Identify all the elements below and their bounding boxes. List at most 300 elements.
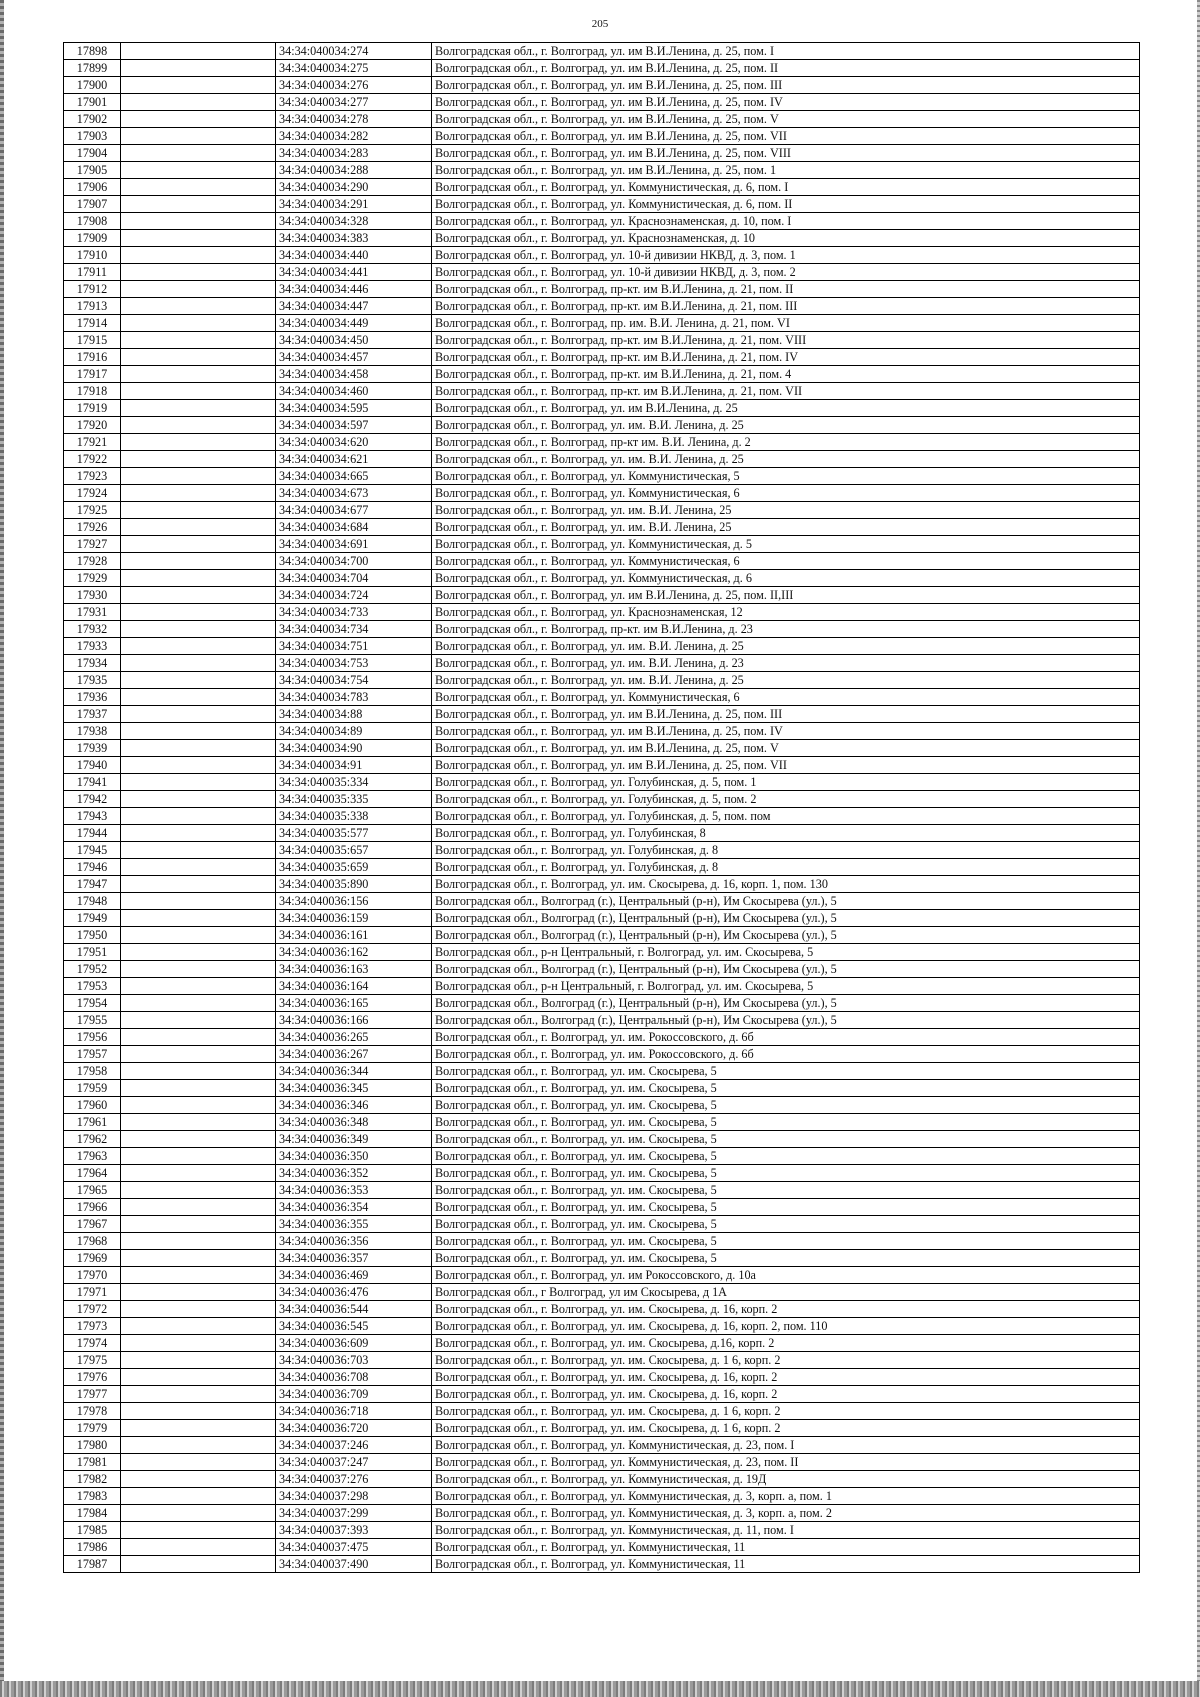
address-cell: Волгоградская обл., г. Волгоград, ул. Коммунистическая, д. 19Д	[432, 1471, 1140, 1488]
empty-cell	[121, 1216, 276, 1233]
row-number-cell: 17968	[64, 1233, 121, 1250]
row-number-cell: 17932	[64, 621, 121, 638]
empty-cell	[121, 162, 276, 179]
row-number-cell: 17966	[64, 1199, 121, 1216]
row-number-cell: 17929	[64, 570, 121, 587]
address-cell: Волгоградская обл., г. Волгоград, ул. им. В.И. Ленина, д. 23	[432, 655, 1140, 672]
table-row	[64, 740, 1140, 757]
cadastral-number-cell: 34:34:040036:349	[276, 1131, 432, 1148]
table-row	[64, 162, 1140, 179]
cadastral-number-cell: 34:34:040034:597	[276, 417, 432, 434]
row-number-cell: 17943	[64, 808, 121, 825]
cadastral-number-cell: 34:34:040034:595	[276, 400, 432, 417]
address-cell: Волгоградская обл., г. Волгоград, ул. Коммунистическая, д. 11, пом. I	[432, 1522, 1140, 1539]
row-number-cell: 17899	[64, 60, 121, 77]
address-cell: Волгоградская обл., г. Волгоград, ул. им. Скосырева, 5	[432, 1216, 1140, 1233]
address-cell: Волгоградская обл., г. Волгоград, ул. им В.И.Ленина, д. 25, пом. V	[432, 111, 1140, 128]
address-cell: Волгоградская обл., г. Волгоград, ул. Краснознаменская, 12	[432, 604, 1140, 621]
empty-cell	[121, 111, 276, 128]
cadastral-number-cell: 34:34:040036:353	[276, 1182, 432, 1199]
table-row	[64, 1471, 1140, 1488]
empty-cell	[121, 689, 276, 706]
row-number-cell: 17920	[64, 417, 121, 434]
row-number-cell: 17919	[64, 400, 121, 417]
row-number-cell: 17963	[64, 1148, 121, 1165]
address-cell: Волгоградская обл., р-н Центральный, г. Волгоград, ул. им. Скосырева, 5	[432, 944, 1140, 961]
empty-cell	[121, 196, 276, 213]
cadastral-number-cell: 34:34:040036:165	[276, 995, 432, 1012]
address-cell: Волгоградская обл., г. Волгоград, ул. им. Скосырева, 5	[432, 1199, 1140, 1216]
empty-cell	[121, 1148, 276, 1165]
table-row	[64, 1097, 1140, 1114]
row-number-cell: 17903	[64, 128, 121, 145]
address-cell: Волгоградская обл., р-н Центральный, г. Волгоград, ул. им. Скосырева, 5	[432, 978, 1140, 995]
address-cell: Волгоградская обл., г. Волгоград, ул. им В.И.Ленина, д. 25, пом. VII	[432, 757, 1140, 774]
table-row	[64, 1063, 1140, 1080]
table-row	[64, 893, 1140, 910]
row-number-cell: 17972	[64, 1301, 121, 1318]
table-row	[64, 910, 1140, 927]
row-number-cell: 17914	[64, 315, 121, 332]
empty-cell	[121, 1114, 276, 1131]
address-cell: Волгоградская обл., г. Волгоград, ул. им. Скосырева, д. 16, корп. 2	[432, 1301, 1140, 1318]
empty-cell	[121, 1029, 276, 1046]
cadastral-number-cell: 34:34:040034:274	[276, 43, 432, 60]
row-number-cell: 17900	[64, 77, 121, 94]
table-row	[64, 774, 1140, 791]
cadastral-number-cell: 34:34:040036:267	[276, 1046, 432, 1063]
address-cell: Волгоградская обл., г. Волгоград, ул. им В.И.Ленина, д. 25, пом. VII	[432, 128, 1140, 145]
table-row	[64, 451, 1140, 468]
cadastral-number-cell: 34:34:040036:161	[276, 927, 432, 944]
table-row	[64, 1556, 1140, 1573]
empty-cell	[121, 128, 276, 145]
row-number-cell: 17913	[64, 298, 121, 315]
address-cell: Волгоградская обл., г. Волгоград, ул. им Рокоссовского, д. 10а	[432, 1267, 1140, 1284]
table-row	[64, 349, 1140, 366]
empty-cell	[121, 638, 276, 655]
empty-cell	[121, 1046, 276, 1063]
empty-cell	[121, 1437, 276, 1454]
cadastral-number-cell: 34:34:040034:283	[276, 145, 432, 162]
table-row	[64, 383, 1140, 400]
cadastral-number-cell: 34:34:040036:164	[276, 978, 432, 995]
row-number-cell: 17962	[64, 1131, 121, 1148]
table-row	[64, 1386, 1140, 1403]
table-row	[64, 502, 1140, 519]
registry-body	[64, 43, 1140, 1573]
cadastral-number-cell: 34:34:040034:441	[276, 264, 432, 281]
empty-cell	[121, 349, 276, 366]
address-cell: Волгоградская обл., г. Волгоград, ул. им. Скосырева, д. 16, корп. 2, пом. 110	[432, 1318, 1140, 1335]
empty-cell	[121, 1182, 276, 1199]
cadastral-number-cell: 34:34:040036:708	[276, 1369, 432, 1386]
cadastral-number-cell: 34:34:040034:691	[276, 536, 432, 553]
address-cell: Волгоградская обл., г. Волгоград, ул. 10-й дивизии НКВД, д. 3, пом. 2	[432, 264, 1140, 281]
row-number-cell: 17915	[64, 332, 121, 349]
address-cell: Волгоградская обл., г. Волгоград, ул. им. Скосырева, д.16, корп. 2	[432, 1335, 1140, 1352]
table-row	[64, 1165, 1140, 1182]
row-number-cell: 17917	[64, 366, 121, 383]
address-cell: Волгоградская обл., г. Волгоград, ул. им. В.И. Ленина, д. 25	[432, 451, 1140, 468]
table-row	[64, 1420, 1140, 1437]
address-cell: Волгоградская обл., г. Волгоград, ул. им. Скосырева, 5	[432, 1114, 1140, 1131]
empty-cell	[121, 145, 276, 162]
cadastral-number-cell: 34:34:040036:162	[276, 944, 432, 961]
address-cell: Волгоградская обл., Волгоград (г.), Центральный (р-н), Им Скосырева (ул.), 5	[432, 961, 1140, 978]
cadastral-number-cell: 34:34:040035:890	[276, 876, 432, 893]
table-row	[64, 332, 1140, 349]
address-cell: Волгоградская обл., г. Волгоград, ул. им. Скосырева, 5	[432, 1131, 1140, 1148]
table-row	[64, 468, 1140, 485]
cadastral-number-cell: 34:34:040034:446	[276, 281, 432, 298]
table-row	[64, 434, 1140, 451]
cadastral-number-cell: 34:34:040034:704	[276, 570, 432, 587]
table-row	[64, 111, 1140, 128]
table-row	[64, 1505, 1140, 1522]
empty-cell	[121, 502, 276, 519]
empty-cell	[121, 1284, 276, 1301]
table-row	[64, 1369, 1140, 1386]
table-row	[64, 536, 1140, 553]
table-row	[64, 570, 1140, 587]
row-number-cell: 17947	[64, 876, 121, 893]
address-cell: Волгоградская обл., г. Волгоград, ул. Коммунистическая, д. 23, пом. II	[432, 1454, 1140, 1471]
cadastral-number-cell: 34:34:040034:673	[276, 485, 432, 502]
empty-cell	[121, 1471, 276, 1488]
empty-cell	[121, 1131, 276, 1148]
address-cell: Волгоградская обл., г. Волгоград, ул. Коммунистическая, 11	[432, 1539, 1140, 1556]
row-number-cell: 17918	[64, 383, 121, 400]
row-number-cell: 17984	[64, 1505, 121, 1522]
address-cell: Волгоградская обл., г. Волгоград, пр. им. В.И. Ленина, д. 21, пом. VI	[432, 315, 1140, 332]
cadastral-number-cell: 34:34:040035:335	[276, 791, 432, 808]
row-number-cell: 17979	[64, 1420, 121, 1437]
row-number-cell: 17908	[64, 213, 121, 230]
empty-cell	[121, 1403, 276, 1420]
empty-cell	[121, 604, 276, 621]
cadastral-number-cell: 34:34:040034:282	[276, 128, 432, 145]
table-row	[64, 1335, 1140, 1352]
address-cell: Волгоградская обл., г. Волгоград, ул. Коммунистическая, д. 23, пом. I	[432, 1437, 1140, 1454]
table-row	[64, 196, 1140, 213]
address-cell: Волгоградская обл., г. Волгоград, ул. Коммунистическая, 6	[432, 485, 1140, 502]
empty-cell	[121, 332, 276, 349]
cadastral-number-cell: 34:34:040034:734	[276, 621, 432, 638]
cadastral-number-cell: 34:34:040034:754	[276, 672, 432, 689]
address-cell: Волгоградская обл., г. Волгоград, ул. Коммунистическая, 11	[432, 1556, 1140, 1573]
address-cell: Волгоградская обл., г. Волгоград, ул. им. Скосырева, 5	[432, 1233, 1140, 1250]
cadastral-number-cell: 34:34:040034:665	[276, 468, 432, 485]
address-cell: Волгоградская обл., г. Волгоград, пр-кт. им В.И.Ленина, д. 21, пом. IV	[432, 349, 1140, 366]
empty-cell	[121, 1250, 276, 1267]
address-cell: Волгоградская обл., г. Волгоград, ул. им В.И.Ленина, д. 25, пом. III	[432, 706, 1140, 723]
empty-cell	[121, 1165, 276, 1182]
empty-cell	[121, 842, 276, 859]
cadastral-number-cell: 34:34:040036:352	[276, 1165, 432, 1182]
empty-cell	[121, 1335, 276, 1352]
row-number-cell: 17980	[64, 1437, 121, 1454]
table-row	[64, 281, 1140, 298]
cadastral-number-cell: 34:34:040036:163	[276, 961, 432, 978]
address-cell: Волгоградская обл., г. Волгоград, ул. им. Скосырева, 5	[432, 1148, 1140, 1165]
table-row	[64, 1029, 1140, 1046]
empty-cell	[121, 723, 276, 740]
row-number-cell: 17946	[64, 859, 121, 876]
table-row	[64, 213, 1140, 230]
cadastral-number-cell: 34:34:040037:299	[276, 1505, 432, 1522]
table-row	[64, 927, 1140, 944]
empty-cell	[121, 1539, 276, 1556]
row-number-cell: 17938	[64, 723, 121, 740]
cadastral-number-cell: 34:34:040034:620	[276, 434, 432, 451]
empty-cell	[121, 1420, 276, 1437]
empty-cell	[121, 1386, 276, 1403]
row-number-cell: 17935	[64, 672, 121, 689]
row-number-cell: 17937	[64, 706, 121, 723]
cadastral-number-cell: 34:34:040034:89	[276, 723, 432, 740]
cadastral-number-cell: 34:34:040034:724	[276, 587, 432, 604]
row-number-cell: 17969	[64, 1250, 121, 1267]
cadastral-number-cell: 34:34:040034:447	[276, 298, 432, 315]
row-number-cell: 17942	[64, 791, 121, 808]
cadastral-number-cell: 34:34:040037:490	[276, 1556, 432, 1573]
row-number-cell: 17964	[64, 1165, 121, 1182]
table-row	[64, 1012, 1140, 1029]
address-cell: Волгоградская обл., г. Волгоград, ул. им В.И.Ленина, д. 25, пом. VIII	[432, 145, 1140, 162]
row-number-cell: 17909	[64, 230, 121, 247]
address-cell: Волгоградская обл., г. Волгоград, ул. им. Скосырева, д. 1 6, корп. 2	[432, 1403, 1140, 1420]
cadastral-number-cell: 34:34:040034:278	[276, 111, 432, 128]
empty-cell	[121, 1454, 276, 1471]
empty-cell	[121, 1097, 276, 1114]
cadastral-number-cell: 34:34:040036:344	[276, 1063, 432, 1080]
row-number-cell: 17905	[64, 162, 121, 179]
address-cell: Волгоградская обл., г. Волгоград, ул. 10-й дивизии НКВД, д. 3, пом. 1	[432, 247, 1140, 264]
table-row	[64, 1046, 1140, 1063]
cadastral-number-cell: 34:34:040036:156	[276, 893, 432, 910]
row-number-cell: 17926	[64, 519, 121, 536]
address-cell: Волгоградская обл., г. Волгоград, пр-кт. им В.И.Ленина, д. 21, пом. II	[432, 281, 1140, 298]
empty-cell	[121, 383, 276, 400]
row-number-cell: 17902	[64, 111, 121, 128]
row-number-cell: 17961	[64, 1114, 121, 1131]
address-cell: Волгоградская обл., г. Волгоград, ул. им В.И.Ленина, д. 25	[432, 400, 1140, 417]
cadastral-number-cell: 34:34:040036:718	[276, 1403, 432, 1420]
cadastral-number-cell: 34:34:040036:355	[276, 1216, 432, 1233]
address-cell: Волгоградская обл., г. Волгоград, ул. им. Скосырева, 5	[432, 1063, 1140, 1080]
table-row	[64, 1301, 1140, 1318]
row-number-cell: 17945	[64, 842, 121, 859]
row-number-cell: 17986	[64, 1539, 121, 1556]
empty-cell	[121, 995, 276, 1012]
row-number-cell: 17970	[64, 1267, 121, 1284]
cadastral-number-cell: 34:34:040036:346	[276, 1097, 432, 1114]
table-row	[64, 638, 1140, 655]
cadastral-number-cell: 34:34:040034:684	[276, 519, 432, 536]
address-cell: Волгоградская обл., г. Волгоград, ул. Голубинская, д. 8	[432, 842, 1140, 859]
cadastral-number-cell: 34:34:040034:440	[276, 247, 432, 264]
empty-cell	[121, 1063, 276, 1080]
table-row	[64, 587, 1140, 604]
empty-cell	[121, 791, 276, 808]
row-number-cell: 17952	[64, 961, 121, 978]
row-number-cell: 17922	[64, 451, 121, 468]
table-row	[64, 961, 1140, 978]
empty-cell	[121, 859, 276, 876]
empty-cell	[121, 944, 276, 961]
scan-edge-left	[0, 0, 4, 1697]
row-number-cell: 17911	[64, 264, 121, 281]
empty-cell	[121, 757, 276, 774]
row-number-cell: 17973	[64, 1318, 121, 1335]
address-cell: Волгоградская обл., г. Волгоград, ул. им В.И.Ленина, д. 25, пом. II,III	[432, 587, 1140, 604]
table-row	[64, 1539, 1140, 1556]
row-number-cell: 17967	[64, 1216, 121, 1233]
row-number-cell: 17975	[64, 1352, 121, 1369]
empty-cell	[121, 927, 276, 944]
cadastral-number-cell: 34:34:040036:345	[276, 1080, 432, 1097]
cadastral-number-cell: 34:34:040036:703	[276, 1352, 432, 1369]
empty-cell	[121, 400, 276, 417]
cadastral-number-cell: 34:34:040036:469	[276, 1267, 432, 1284]
table-row	[64, 1403, 1140, 1420]
row-number-cell: 17916	[64, 349, 121, 366]
table-row	[64, 298, 1140, 315]
row-number-cell: 17933	[64, 638, 121, 655]
address-cell: Волгоградская обл., г. Волгоград, ул. им. Скосырева, 5	[432, 1165, 1140, 1182]
address-cell: Волгоградская обл., г. Волгоград, ул. Краснознаменская, д. 10, пом. I	[432, 213, 1140, 230]
row-number-cell: 17906	[64, 179, 121, 196]
address-cell: Волгоградская обл., г. Волгоград, ул. Голубинская, д. 5, пом. пом	[432, 808, 1140, 825]
row-number-cell: 17925	[64, 502, 121, 519]
table-row	[64, 485, 1140, 502]
address-cell: Волгоградская обл., г. Волгоград, ул. Коммунистическая, д. 6, пом. II	[432, 196, 1140, 213]
address-cell: Волгоградская обл., г. Волгоград, ул. им. Скосырева, 5	[432, 1182, 1140, 1199]
cadastral-number-cell: 34:34:040034:457	[276, 349, 432, 366]
cadastral-number-cell: 34:34:040034:288	[276, 162, 432, 179]
table-row	[64, 1216, 1140, 1233]
empty-cell	[121, 808, 276, 825]
table-row	[64, 1250, 1140, 1267]
empty-cell	[121, 961, 276, 978]
address-cell: Волгоградская обл., г Волгоград, ул им Скосырева, д 1А	[432, 1284, 1140, 1301]
row-number-cell: 17931	[64, 604, 121, 621]
cadastral-number-cell: 34:34:040034:277	[276, 94, 432, 111]
address-cell: Волгоградская обл., г. Волгоград, ул. Голубинская, д. 5, пом. 1	[432, 774, 1140, 791]
empty-cell	[121, 281, 276, 298]
table-row	[64, 1199, 1140, 1216]
table-row	[64, 1454, 1140, 1471]
table-row	[64, 94, 1140, 111]
empty-cell	[121, 1522, 276, 1539]
empty-cell	[121, 264, 276, 281]
row-number-cell: 17954	[64, 995, 121, 1012]
table-row	[64, 553, 1140, 570]
row-number-cell: 17958	[64, 1063, 121, 1080]
empty-cell	[121, 655, 276, 672]
empty-cell	[121, 1488, 276, 1505]
address-cell: Волгоградская обл., г. Волгоград, ул. им. В.И. Ленина, д. 25	[432, 672, 1140, 689]
empty-cell	[121, 451, 276, 468]
row-number-cell: 17987	[64, 1556, 121, 1573]
row-number-cell: 17923	[64, 468, 121, 485]
cadastral-number-cell: 34:34:040034:290	[276, 179, 432, 196]
table-row	[64, 706, 1140, 723]
address-cell: Волгоградская обл., г. Волгоград, ул. им. Скосырева, д. 1 6, корп. 2	[432, 1420, 1140, 1437]
cadastral-number-cell: 34:34:040036:166	[276, 1012, 432, 1029]
empty-cell	[121, 1352, 276, 1369]
address-cell: Волгоградская обл., г. Волгоград, ул. им. Скосырева, д. 16, корп. 2	[432, 1369, 1140, 1386]
empty-cell	[121, 587, 276, 604]
address-cell: Волгоградская обл., г. Волгоград, пр-кт. им В.И.Ленина, д. 21, пом. VIII	[432, 332, 1140, 349]
address-cell: Волгоградская обл., г. Волгоград, пр-кт им. В.И. Ленина, д. 2	[432, 434, 1140, 451]
cadastral-number-cell: 34:34:040036:545	[276, 1318, 432, 1335]
address-cell: Волгоградская обл., г. Волгоград, ул. Голубинская, 8	[432, 825, 1140, 842]
address-cell: Волгоградская обл., Волгоград (г.), Центральный (р-н), Им Скосырева (ул.), 5	[432, 995, 1140, 1012]
empty-cell	[121, 1301, 276, 1318]
address-cell: Волгоградская обл., г. Волгоград, ул. Коммунистическая, 5	[432, 468, 1140, 485]
table-row	[64, 859, 1140, 876]
empty-cell	[121, 366, 276, 383]
address-cell: Волгоградская обл., г. Волгоград, ул. им. Скосырева, д. 1 6, корп. 2	[432, 1352, 1140, 1369]
address-cell: Волгоградская обл., г. Волгоград, ул. Коммунистическая, 6	[432, 689, 1140, 706]
table-row	[64, 1352, 1140, 1369]
address-cell: Волгоградская обл., г. Волгоград, ул. Коммунистическая, д. 6	[432, 570, 1140, 587]
table-row	[64, 1148, 1140, 1165]
address-cell: Волгоградская обл., г. Волгоград, ул. Коммунистическая, д. 3, корп. а, пом. 1	[432, 1488, 1140, 1505]
table-row	[64, 689, 1140, 706]
cadastral-number-cell: 34:34:040034:291	[276, 196, 432, 213]
address-cell: Волгоградская обл., г. Волгоград, ул. им. Скосырева, 5	[432, 1080, 1140, 1097]
table-row	[64, 1114, 1140, 1131]
address-cell: Волгоградская обл., г. Волгоград, ул. им. Рокоссовского, д. 6б	[432, 1046, 1140, 1063]
empty-cell	[121, 77, 276, 94]
row-number-cell: 17957	[64, 1046, 121, 1063]
address-cell: Волгоградская обл., г. Волгоград, ул. Коммунистическая, 6	[432, 553, 1140, 570]
table-row	[64, 1522, 1140, 1539]
row-number-cell: 17924	[64, 485, 121, 502]
cadastral-number-cell: 34:34:040035:338	[276, 808, 432, 825]
row-number-cell: 17978	[64, 1403, 121, 1420]
row-number-cell: 17974	[64, 1335, 121, 1352]
row-number-cell: 17981	[64, 1454, 121, 1471]
table-row	[64, 978, 1140, 995]
empty-cell	[121, 60, 276, 77]
row-number-cell: 17971	[64, 1284, 121, 1301]
cadastral-number-cell: 34:34:040036:350	[276, 1148, 432, 1165]
address-cell: Волгоградская обл., Волгоград (г.), Центральный (р-н), Им Скосырева (ул.), 5	[432, 1012, 1140, 1029]
address-cell: Волгоградская обл., г. Волгоград, пр-кт. им В.И.Ленина, д. 23	[432, 621, 1140, 638]
table-row	[64, 145, 1140, 162]
table-row	[64, 315, 1140, 332]
address-cell: Волгоградская обл., г. Волгоград, ул. им. В.И. Ленина, 25	[432, 519, 1140, 536]
address-cell: Волгоградская обл., Волгоград (г.), Центральный (р-н), Им Скосырева (ул.), 5	[432, 927, 1140, 944]
address-cell: Волгоградская обл., г. Волгоград, пр-кт. им В.И.Ленина, д. 21, пом. 4	[432, 366, 1140, 383]
cadastral-number-cell: 34:34:040034:328	[276, 213, 432, 230]
row-number-cell: 17904	[64, 145, 121, 162]
empty-cell	[121, 774, 276, 791]
row-number-cell: 17910	[64, 247, 121, 264]
cadastral-number-cell: 34:34:040034:753	[276, 655, 432, 672]
address-cell: Волгоградская обл., г. Волгоград, ул. им. Рокоссовского, д. 6б	[432, 1029, 1140, 1046]
empty-cell	[121, 1369, 276, 1386]
empty-cell	[121, 672, 276, 689]
empty-cell	[121, 434, 276, 451]
cadastral-number-cell: 34:34:040036:159	[276, 910, 432, 927]
empty-cell	[121, 315, 276, 332]
empty-cell	[121, 1318, 276, 1335]
